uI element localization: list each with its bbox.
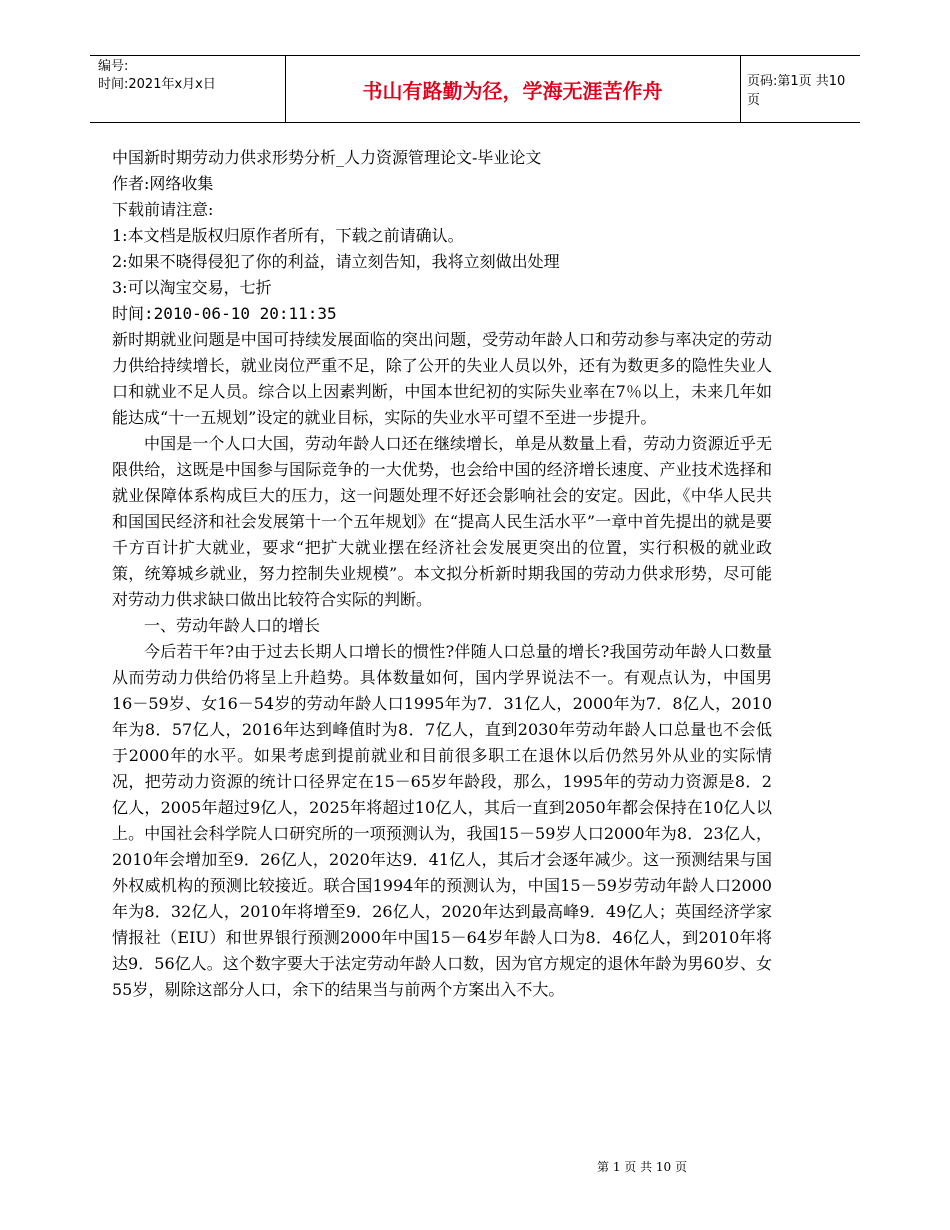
number-label: 编号: (98, 59, 129, 74)
timestamp-line: 时间:2010-06-10 20:11:35 (112, 304, 337, 323)
paragraph-2: 中国是一个人口大国，劳动年龄人口还在继续增长，单是从数量上看，劳动力资源近乎无限供给，这既是中国参与国际竞争的一大优势，也会给中国的经济增长速度、产业技术选择和就业保障体系构成巨大的压力，这一问题处理不好还会影响社会的安定。因此，《中华人民共和国国民经济和社会发展第十一个五年规划》在“提高人民生活水平”一章中首先提出的就是要千方百计扩大就业，要求“把扩大就业摆在经济社会发展更突出的位置，实行积极的就业政策，统筹城乡就业，努力控制失业规模”。本文拟分析新时期我国的劳动力供求形势，尽可能对劳动力供求缺口做出比较符合实际的判断。 (112, 434, 772, 609)
page-footer: 第 1 页 共 10 页 (597, 1160, 687, 1174)
notice-item-1: 1:本文档是版权归原作者所有，下载之前请确认。 (112, 226, 464, 245)
notice-item-2: 2:如果不晓得侵犯了你的利益，请立刻告知，我将立刻做出处理 (112, 252, 560, 271)
notice-heading: 下载前请注意: (112, 200, 214, 219)
document-body (112, 145, 772, 1003)
notice-item-3: 3:可以淘宝交易，七折 (112, 278, 272, 297)
section-heading-1: 一、劳动年龄人口的增长 (144, 616, 321, 635)
paragraph-3: 今后若干年?由于过去长期人口增长的惯性?伴随人口总量的增长?我国劳动年龄人口数量从而劳动力供给仍将呈上升趋势。具体数量如何，国内学界说法不一。有观点认为，中国男16－59岁、女16－54岁的劳动年龄人口1995年为7．31亿人，2000年为7．8亿人，2010年为8．57亿人，2016年达到峰值时为8．7亿人，直到2030年劳动年龄人口总量也不会低于2000年的水平。如果考虑到提前就业和目前很多职工在退休以后仍然另外从业的实际情况，把劳动力资源的统计口径界定在15－65岁年龄段，那么，1995年的劳动力资源是8．2亿人，2005年超过9亿人，2025年将超过10亿人，其后一直到2050年都会保持在10亿人以上。中国社会科学院人口研究所的一项预测认为，我国15－59岁人口2000年为8．23亿人，2010年会增加至9．26亿人，2020年达9．41亿人，其后才会逐年减少。这一预测结果与国外权威机构的预测比较接近。联合国1994年的预测认为，中国15－59岁劳动年龄人口2000年为8．32亿人，2010年将增至9．26亿人，2020年达到最高峰9．49亿人；英国经济学家情报社（EIU）和世界银行预测2000年中国15－64岁年龄人口为8．46亿人，到2010年将达9．56亿人。这个数字要大于法定劳动年龄人口数，因为官方规定的退休年龄为男60岁、女55岁，剔除这部分人口，余下的结果当与前两个方案出入不大。 (112, 642, 772, 999)
doc-title-line: 中国新时期劳动力供求形势分析_人力资源管理论文-毕业论文 (112, 148, 542, 167)
header-meta (98, 58, 283, 118)
header-motto: 书山有路勤为径，学海无涯苦作舟 (362, 78, 663, 103)
header-page-label: 页码:第1页 共10页 (747, 74, 846, 108)
header-divider-right (740, 56, 741, 122)
author-line: 作者:网络收集 (112, 174, 214, 193)
paragraph-1: 新时期就业问题是中国可持续发展面临的突出问题，受劳动年龄人口和劳动参与率决定的劳动力供给持续增长，就业岗位严重不足，除了公开的失业人员以外，还有为数更多的隐性失业人口和就业不足人员。综合以上因素判断，中国本世纪初的实际失业率在7％以上，未来几年如能达成“十一五规划”设定的就业目标，实际的失业水平可望不至进一步提升。 (112, 330, 772, 427)
document-header (90, 55, 860, 123)
time-label: 时间:2021年x月x日 (98, 77, 216, 92)
